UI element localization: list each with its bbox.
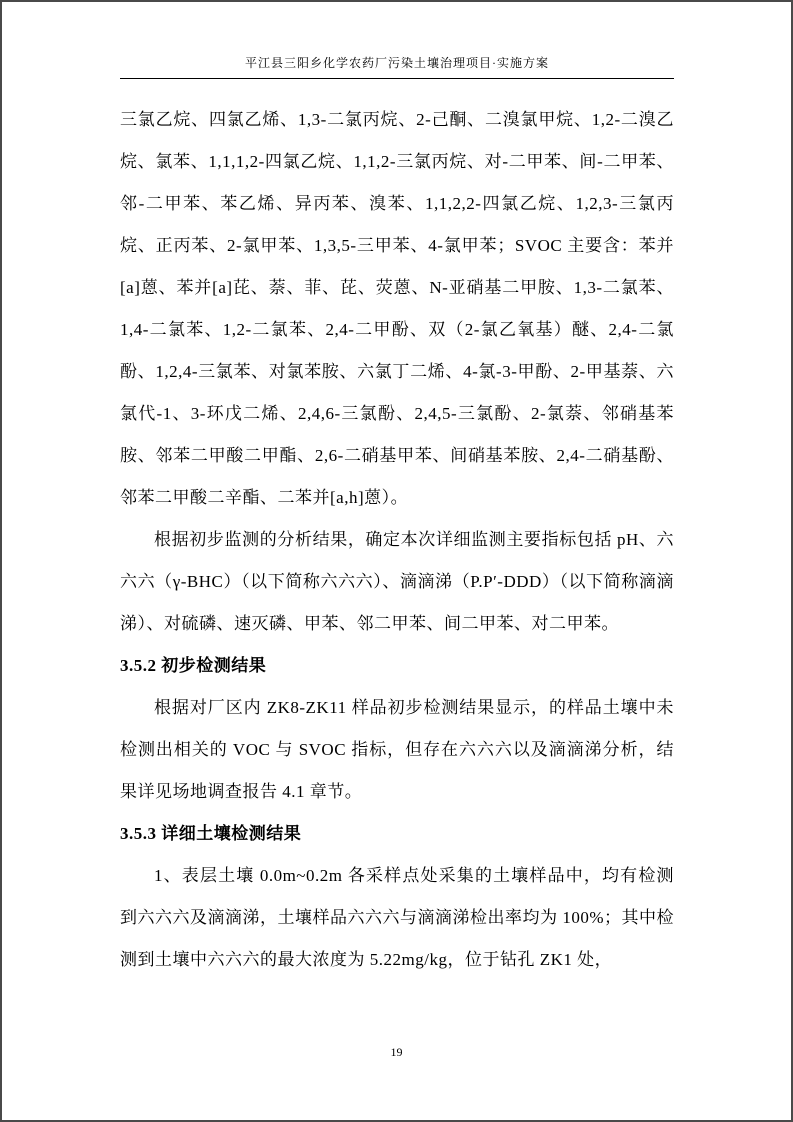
section-3-5-3-paragraph: 1、表层土壤 0.0m~0.2m 各采样点处采集的土壤样品中，均有检测到六六六及滴滴涕，土壤样品六六六与滴滴涕检出率均为 100%；其中检测到土壤中六六六的最大浓度为 5.22mg/kg，位于钻孔 ZK1 处，	[120, 866, 674, 969]
page-number: 19	[390, 1045, 403, 1059]
section-heading-3-5-3: 3.5.3 详细土壤检测结果	[120, 824, 302, 843]
page-header-title: 平江县三阳乡化学农药厂污染土壤治理项目·实施方案	[120, 54, 674, 79]
monitoring-indicators-paragraph: 根据初步监测的分析结果，确定本次详细监测主要指标包括 pH、六六六（γ-BHC）（以下简称六六六）、滴滴涕（P.P′-DDD）（以下简称滴滴涕）、对硫磷、速灭磷、甲苯、邻二甲苯、间二甲苯、对二甲苯。	[120, 530, 674, 633]
section-heading-3-5-2: 3.5.2 初步检测结果	[120, 656, 267, 675]
section-3-5-2-paragraph: 根据对厂区内 ZK8-ZK11 样品初步检测结果显示，的样品土壤中未检测出相关的 VOC 与 SVOC 指标，但存在六六六以及滴滴涕分析，结果详见场地调查报告 4.1 章节。	[120, 698, 674, 801]
chemical-list-paragraph: 三氯乙烷、四氯乙烯、1,3-二氯丙烷、2-己酮、二溴氯甲烷、1,2-二溴乙烷、氯苯、1,1,1,2-四氯乙烷、1,1,2-三氯丙烷、对-二甲苯、间-二甲苯、邻-二甲苯、苯乙烯、异丙苯、溴苯、1,1,2,2-四氯乙烷、1,2,3-三氯丙烷、正丙苯、2-氯甲苯、1,3,5-三甲苯、4-氯甲苯；SVOC 主要含：苯并[a]蒽、苯并[a]芘、萘、菲、芘、荧蒽、N-亚硝基二甲胺、1,3-二氯苯、1,4-二氯苯、1,2-二氯苯、2,4-二甲酚、双（2-氯乙氧基）醚、2,4-二氯酚、1,2,4-三氯苯、对氯苯胺、六氯丁二烯、4-氯-3-甲酚、2-甲基萘、六氯代-1、3-环戊二烯、2,4,6-三氯酚、2,4,5-三氯酚、2-氯萘、邻硝基苯胺、邻苯二甲酸二甲酯、2,6-二硝基甲苯、间硝基苯胺、2,4-二硝基酚、邻苯二甲酸二辛酯、二苯并[a,h]蒽）。	[120, 110, 674, 507]
page-body	[120, 79, 674, 981]
